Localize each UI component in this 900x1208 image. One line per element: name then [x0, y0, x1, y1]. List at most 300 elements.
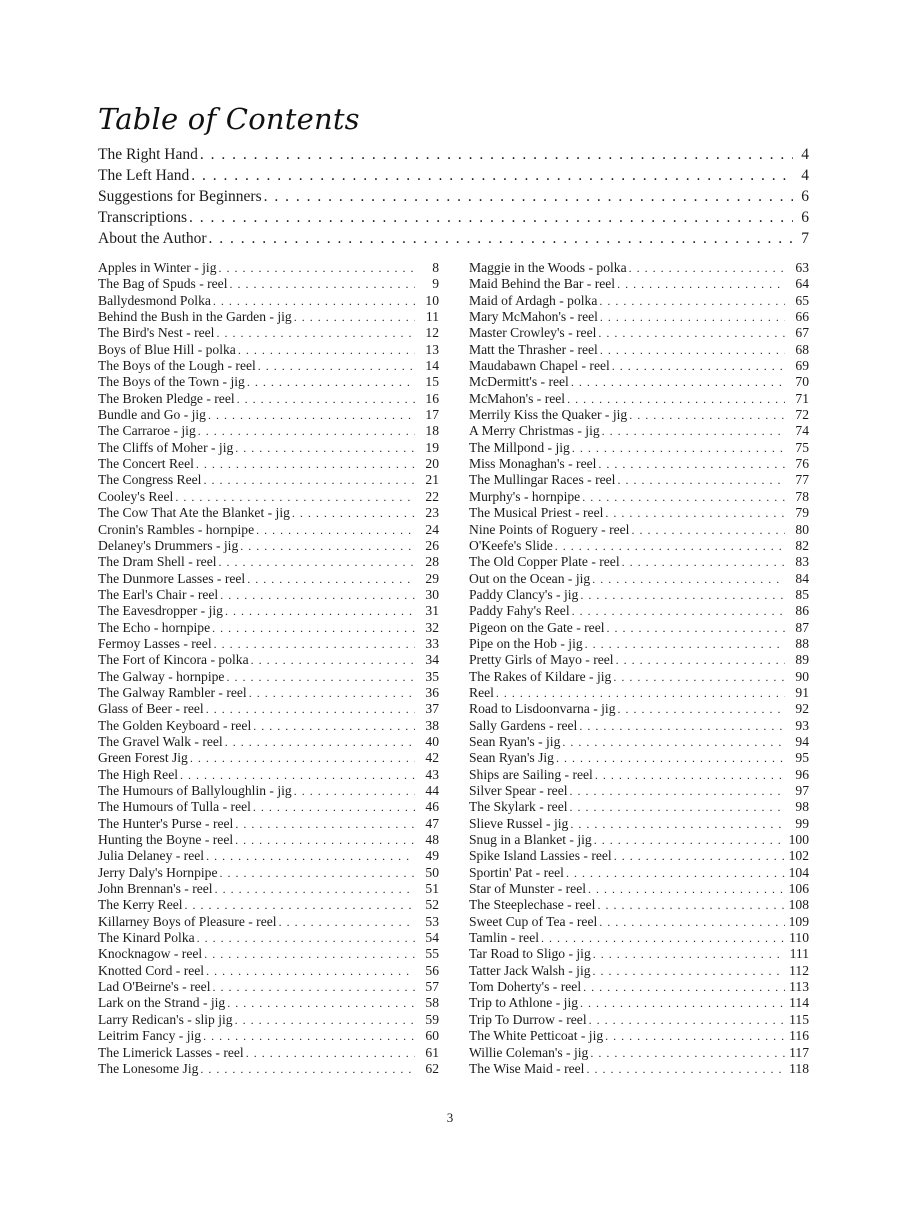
dot-leader — [209, 230, 794, 248]
tune-entry-row — [98, 669, 439, 685]
tune-entry-row — [469, 358, 809, 374]
entry-title: The Cliffs of Moher - jig — [98, 439, 234, 455]
tune-entry-row — [469, 407, 809, 423]
entry-page-number: 91 — [795, 684, 809, 700]
dot-leader — [216, 325, 415, 341]
entry-title: Transcriptions — [98, 209, 187, 226]
tune-entry-row — [98, 652, 439, 668]
tune-entry-row — [469, 1061, 809, 1077]
entry-page-number: 88 — [795, 635, 809, 651]
tune-entry-row — [469, 930, 809, 946]
entry-title: Star of Munster - reel — [469, 881, 587, 897]
entry-page-number: 30 — [425, 586, 439, 602]
entry-page-number: 61 — [425, 1044, 439, 1060]
entry-title: Larry Redican's - slip jig — [98, 1011, 233, 1027]
dot-leader — [613, 669, 785, 685]
entry-page-number: 70 — [795, 374, 809, 390]
dot-leader — [206, 701, 415, 717]
entry-title: Sally Gardens - reel — [469, 717, 578, 733]
dot-leader — [258, 358, 415, 374]
dot-leader — [203, 1028, 415, 1044]
dot-leader — [189, 209, 793, 227]
entry-page-number: 35 — [425, 668, 439, 684]
dot-leader — [247, 374, 415, 390]
entry-page-number: 84 — [795, 570, 809, 586]
tune-entry-row — [469, 734, 809, 750]
entry-title: The Dunmore Lasses - reel — [98, 570, 246, 586]
entry-page-number: 80 — [795, 521, 809, 537]
tune-entry-row — [98, 1012, 439, 1028]
entry-page-number: 93 — [795, 717, 809, 733]
dot-leader — [203, 472, 415, 488]
entry-title: The Right Hand — [98, 146, 198, 163]
tune-entry-row — [469, 979, 809, 995]
tune-entry-row — [469, 456, 809, 472]
dot-leader — [614, 848, 785, 864]
entry-page-number: 95 — [795, 750, 809, 766]
entry-title: The Galway Rambler - reel — [98, 684, 247, 700]
tune-entry-row — [98, 391, 439, 407]
entry-page-number: 59 — [425, 1011, 439, 1027]
dot-leader — [240, 538, 415, 554]
tune-entry-row — [98, 554, 439, 570]
entry-title: Maudabawn Chapel - reel — [469, 358, 610, 374]
entry-page-number: 26 — [425, 537, 439, 553]
tune-entry-row — [98, 1061, 439, 1077]
entry-page-number: 110 — [789, 930, 809, 946]
dot-leader — [579, 718, 785, 734]
entry-title: The Hunter's Purse - reel — [98, 815, 234, 831]
entry-title: The Rakes of Kildare - jig — [469, 668, 612, 684]
dot-leader — [212, 979, 415, 995]
entry-title: Merrily Kiss the Quaker - jig — [469, 407, 628, 423]
tune-entry-row — [469, 848, 809, 864]
entry-title: Green Forest Jig — [98, 750, 188, 766]
tune-entry-row — [98, 522, 439, 538]
entry-page-number: 96 — [795, 766, 809, 782]
dot-leader — [246, 1045, 415, 1061]
entry-title: Sweet Cup of Tea - reel — [469, 913, 598, 929]
dot-leader — [247, 571, 415, 587]
entry-title: Fermoy Lasses - reel — [98, 635, 212, 651]
tune-entry-row — [469, 374, 809, 390]
dot-leader — [588, 881, 785, 897]
tune-entry-row — [469, 260, 809, 276]
tune-entry-row — [98, 293, 439, 309]
entry-page-number: 99 — [795, 815, 809, 831]
major-section-row — [98, 167, 809, 188]
dot-leader — [607, 620, 785, 636]
entry-page-number: 36 — [425, 684, 439, 700]
dot-leader — [235, 832, 415, 848]
tune-entry-row — [98, 995, 439, 1011]
entry-title: The Lonesome Jig — [98, 1060, 199, 1076]
entry-page-number: 9 — [432, 276, 439, 292]
entry-title: Jerry Daly's Hornpipe — [98, 864, 218, 880]
tune-entry-row — [98, 587, 439, 603]
tune-entry-row — [98, 603, 439, 619]
entry-title: The White Petticoat - jig — [469, 1028, 604, 1044]
entry-page-number: 29 — [425, 570, 439, 586]
dot-leader — [586, 1061, 785, 1077]
dot-leader — [238, 342, 415, 358]
entry-page-number: 43 — [425, 766, 439, 782]
tune-entry-row — [469, 816, 809, 832]
dot-leader — [496, 685, 785, 701]
dot-leader — [580, 995, 785, 1011]
entry-title: Maggie in the Woods - polka — [469, 260, 627, 275]
dot-leader — [256, 522, 415, 538]
dot-leader — [582, 489, 785, 505]
dot-leader — [292, 505, 415, 521]
entry-title: The Limerick Lasses - reel — [98, 1044, 244, 1060]
dot-leader — [264, 188, 793, 206]
dot-leader — [294, 783, 415, 799]
tune-entry-row — [469, 554, 809, 570]
entry-page-number: 52 — [425, 897, 439, 913]
dot-leader — [219, 865, 415, 881]
entry-title: The High Reel — [98, 766, 179, 782]
tune-entry-row — [98, 685, 439, 701]
entry-title: Hunting the Boyne - reel — [98, 832, 234, 848]
entry-title: Delaney's Drummers - jig — [98, 537, 239, 553]
dot-leader — [185, 897, 415, 913]
dot-leader — [556, 750, 785, 766]
tune-entry-row — [98, 734, 439, 750]
entry-page-number: 31 — [425, 603, 439, 619]
tune-entry-row — [98, 718, 439, 734]
tune-entry-row — [469, 620, 809, 636]
dot-leader — [583, 979, 785, 995]
entry-page-number: 16 — [425, 390, 439, 406]
entry-page-number: 114 — [789, 995, 809, 1011]
tune-entry-row — [469, 522, 809, 538]
entry-page-number: 50 — [425, 864, 439, 880]
tune-entry-row — [98, 325, 439, 341]
dot-leader — [570, 799, 785, 815]
entry-title: Tom Doherty's - reel — [469, 979, 582, 995]
tune-entry-row — [469, 293, 809, 309]
entry-title: The Golden Keyboard - reel — [98, 717, 252, 733]
tune-entry-row — [98, 276, 439, 292]
entry-page-number: 57 — [425, 979, 439, 995]
dot-leader — [629, 260, 785, 276]
dot-leader — [616, 652, 785, 668]
entry-title: The Carraroe - jig — [98, 423, 196, 439]
dot-leader — [226, 669, 415, 685]
entry-title: The Musical Priest - reel — [469, 505, 604, 521]
entry-page-number: 15 — [425, 374, 439, 390]
entry-title: Out on the Ocean - jig — [469, 570, 591, 586]
tune-entry-row — [98, 946, 439, 962]
entry-page-number: 8 — [432, 260, 439, 275]
dot-leader — [253, 718, 415, 734]
entry-title: The Kinard Polka — [98, 930, 195, 946]
entry-page-number: 51 — [425, 881, 439, 897]
entry-title: Nine Points of Roguery - reel — [469, 521, 630, 537]
tune-entry-row — [98, 897, 439, 913]
entry-title: Cronin's Rambles - hornpipe — [98, 521, 255, 537]
tune-entry-row — [469, 342, 809, 358]
tune-entry-row — [98, 1028, 439, 1044]
entry-title: The Old Copper Plate - reel — [469, 554, 620, 570]
entry-page-number: 104 — [788, 864, 809, 880]
entry-title: Knocknagow - reel — [98, 946, 203, 962]
entry-title: Suggestions for Beginners — [98, 188, 262, 205]
entry-page-number: 38 — [425, 717, 439, 733]
entry-title: Lark on the Strand - jig — [98, 995, 226, 1011]
major-sections-list — [98, 146, 809, 251]
entry-page-number: 47 — [425, 815, 439, 831]
dot-leader — [593, 963, 785, 979]
dot-leader — [629, 407, 785, 423]
entry-page-number: 98 — [795, 799, 809, 815]
entry-page-number: 33 — [425, 635, 439, 651]
entry-title: The Bag of Spuds - reel — [98, 276, 228, 292]
entry-page-number: 40 — [425, 733, 439, 749]
dot-leader — [600, 342, 785, 358]
entry-page-number: 18 — [425, 423, 439, 439]
entry-page-number: 71 — [795, 390, 809, 406]
tune-entry-row — [469, 276, 809, 292]
entry-title: Leitrim Fancy - jig — [98, 1028, 202, 1044]
dot-leader — [279, 914, 415, 930]
tune-entry-row — [98, 456, 439, 472]
entry-title: Paddy Clancy's - jig — [469, 586, 579, 602]
dot-leader — [225, 603, 415, 619]
dot-leader — [599, 293, 785, 309]
entry-page-number: 4 — [801, 167, 809, 184]
entry-title: The Mullingar Races - reel — [469, 472, 616, 488]
entry-title: The Galway - hornpipe — [98, 668, 225, 684]
tune-entry-row — [98, 979, 439, 995]
entry-page-number: 60 — [425, 1028, 439, 1044]
entry-page-number: 92 — [795, 701, 809, 717]
entry-page-number: 37 — [425, 701, 439, 717]
tune-entry-row — [98, 963, 439, 979]
entry-page-number: 111 — [789, 946, 809, 962]
entry-page-number: 6 — [801, 188, 809, 205]
entry-page-number: 75 — [795, 439, 809, 455]
entry-title: The Dram Shell - reel — [98, 554, 217, 570]
tune-entry-row — [469, 799, 809, 815]
tune-entry-row — [98, 767, 439, 783]
tune-entry-row — [98, 701, 439, 717]
entry-title: The Wise Maid - reel — [469, 1060, 585, 1076]
tune-entry-row — [469, 718, 809, 734]
tune-entry-row — [98, 342, 439, 358]
entry-page-number: 77 — [795, 472, 809, 488]
dot-leader — [196, 456, 415, 472]
entry-title: Knotted Cord - reel — [98, 962, 205, 978]
tune-list-left-column — [98, 260, 439, 1077]
tune-entry-row — [98, 374, 439, 390]
tune-entry-row — [98, 816, 439, 832]
page-number: 3 — [446, 1110, 454, 1125]
dot-leader — [589, 1012, 785, 1028]
major-section-row — [98, 209, 809, 230]
entry-page-number: 85 — [795, 586, 809, 602]
tune-entry-row — [98, 489, 439, 505]
entry-title: The Boys of the Lough - reel — [98, 358, 256, 374]
tune-entry-row — [98, 930, 439, 946]
tune-entry-row — [469, 701, 809, 717]
entry-title: Silver Spear - reel — [469, 783, 568, 798]
dot-leader — [213, 293, 415, 309]
page-title: Table of Contents — [98, 102, 360, 136]
dot-leader — [605, 505, 785, 521]
entry-title: Tar Road to Sligo - jig — [469, 946, 591, 962]
dot-leader — [592, 571, 785, 587]
dot-leader — [200, 146, 793, 164]
entry-title: Spike Island Lassies - reel — [469, 848, 612, 864]
entry-page-number: 44 — [425, 783, 439, 798]
entry-title: The Steeplechase - reel — [469, 897, 596, 913]
entry-page-number: 62 — [425, 1060, 439, 1076]
tune-entry-row — [98, 571, 439, 587]
tune-entry-row — [469, 832, 809, 848]
entry-title: Maid Behind the Bar - reel — [469, 276, 616, 292]
entry-title: Road to Lisdoonvarna - jig — [469, 701, 616, 717]
tune-entry-row — [469, 750, 809, 766]
entry-page-number: 32 — [425, 619, 439, 635]
dot-leader — [599, 914, 785, 930]
entry-page-number: 34 — [425, 652, 439, 668]
entry-page-number: 106 — [788, 881, 809, 897]
entry-page-number: 23 — [425, 505, 439, 521]
entry-title: The Millpond - jig — [469, 439, 570, 455]
entry-page-number: 113 — [789, 979, 809, 995]
major-section-row — [98, 230, 809, 251]
entry-page-number: 6 — [801, 209, 809, 226]
tune-entry-row — [469, 914, 809, 930]
entry-title: Reel — [469, 684, 494, 700]
dot-leader — [225, 734, 415, 750]
dot-leader — [597, 897, 785, 913]
tune-entry-row — [98, 472, 439, 488]
entry-page-number: 17 — [425, 407, 439, 423]
entry-title: Slieve Russel - jig — [469, 815, 569, 831]
tune-entry-row — [469, 603, 809, 619]
dot-leader — [235, 440, 415, 456]
entry-page-number: 55 — [425, 946, 439, 962]
entry-page-number: 54 — [425, 930, 439, 946]
tune-entry-row — [469, 587, 809, 603]
tune-entry-row — [469, 325, 809, 341]
entry-title: The Humours of Ballyloughlin - jig — [98, 783, 292, 798]
dot-leader — [622, 554, 785, 570]
entry-page-number: 64 — [795, 276, 809, 292]
entry-title: Murphy's - hornpipe — [469, 488, 581, 504]
entry-page-number: 102 — [788, 848, 809, 864]
entry-page-number: 72 — [795, 407, 809, 423]
entry-page-number: 112 — [789, 962, 809, 978]
dot-leader — [204, 946, 415, 962]
dot-leader — [206, 848, 415, 864]
dot-leader — [190, 750, 415, 766]
entry-page-number: 83 — [795, 554, 809, 570]
entry-page-number: 90 — [795, 668, 809, 684]
entry-page-number: 14 — [425, 358, 439, 374]
entry-title: Ballydesmond Polka — [98, 292, 211, 308]
entry-title: McMahon's - reel — [469, 390, 566, 406]
entry-title: McDermitt's - reel — [469, 374, 569, 390]
entry-page-number: 97 — [795, 783, 809, 798]
dot-leader — [249, 685, 415, 701]
dot-leader — [617, 472, 785, 488]
entry-title: Sportin' Pat - reel — [469, 864, 564, 880]
entry-title: Sean Ryan's - jig — [469, 733, 561, 749]
entry-title: Ships are Sailing - reel — [469, 766, 593, 782]
entry-title: The Concert Reel — [98, 456, 194, 472]
tune-entry-row — [469, 391, 809, 407]
entry-page-number: 63 — [795, 260, 809, 275]
entry-page-number: 94 — [795, 733, 809, 749]
entry-page-number: 116 — [789, 1028, 809, 1044]
entry-title: Bundle and Go - jig — [98, 407, 206, 423]
entry-page-number: 48 — [425, 832, 439, 848]
entry-page-number: 12 — [425, 325, 439, 341]
dot-leader — [555, 538, 785, 554]
dot-leader — [208, 407, 415, 423]
entry-title: John Brennan's - reel — [98, 881, 213, 897]
tune-entry-row — [469, 865, 809, 881]
tune-entry-row — [469, 636, 809, 652]
entry-title: The Eavesdropper - jig — [98, 603, 223, 619]
entry-page-number: 69 — [795, 358, 809, 374]
entry-page-number: 56 — [425, 962, 439, 978]
entry-title: The Fort of Kincora - polka — [98, 652, 249, 668]
entry-title: Miss Monaghan's - reel — [469, 456, 597, 472]
entry-title: The Cow That Ate the Blanket - jig — [98, 505, 290, 521]
tune-entry-row — [98, 832, 439, 848]
entry-title: O'Keefe's Slide — [469, 537, 553, 553]
dot-leader — [219, 260, 415, 276]
entry-page-number: 7 — [801, 230, 809, 247]
entry-page-number: 67 — [795, 325, 809, 341]
dot-leader — [594, 832, 785, 848]
entry-page-number: 19 — [425, 439, 439, 455]
dot-leader — [602, 423, 785, 439]
entry-title: Tamlin - reel — [469, 930, 540, 946]
entry-page-number: 4 — [801, 146, 809, 163]
tune-entry-row — [98, 848, 439, 864]
tune-entry-row — [469, 946, 809, 962]
entry-title: Lad O'Beirne's - reel — [98, 979, 211, 995]
entry-title: Pretty Girls of Mayo - reel — [469, 652, 614, 668]
dot-leader — [230, 276, 416, 292]
entry-page-number: 109 — [788, 913, 809, 929]
dot-leader — [197, 930, 415, 946]
dot-leader — [215, 881, 415, 897]
entry-title: Trip To Durrow - reel — [469, 1011, 587, 1027]
dot-leader — [200, 1061, 415, 1077]
entry-page-number: 108 — [788, 897, 809, 913]
entry-page-number: 82 — [795, 537, 809, 553]
entry-title: About the Author — [98, 230, 207, 247]
entry-page-number: 118 — [789, 1060, 809, 1076]
entry-title: Pigeon on the Gate - reel — [469, 619, 605, 635]
entry-title: Paddy Fahy's Reel — [469, 603, 570, 619]
entry-title: Master Crowley's - reel — [469, 325, 597, 341]
dot-leader — [598, 325, 785, 341]
dot-leader — [198, 423, 415, 439]
dot-leader — [571, 374, 785, 390]
tune-entry-row — [98, 505, 439, 521]
entry-page-number: 76 — [795, 456, 809, 472]
tune-entry-row — [469, 995, 809, 1011]
dot-leader — [567, 391, 785, 407]
